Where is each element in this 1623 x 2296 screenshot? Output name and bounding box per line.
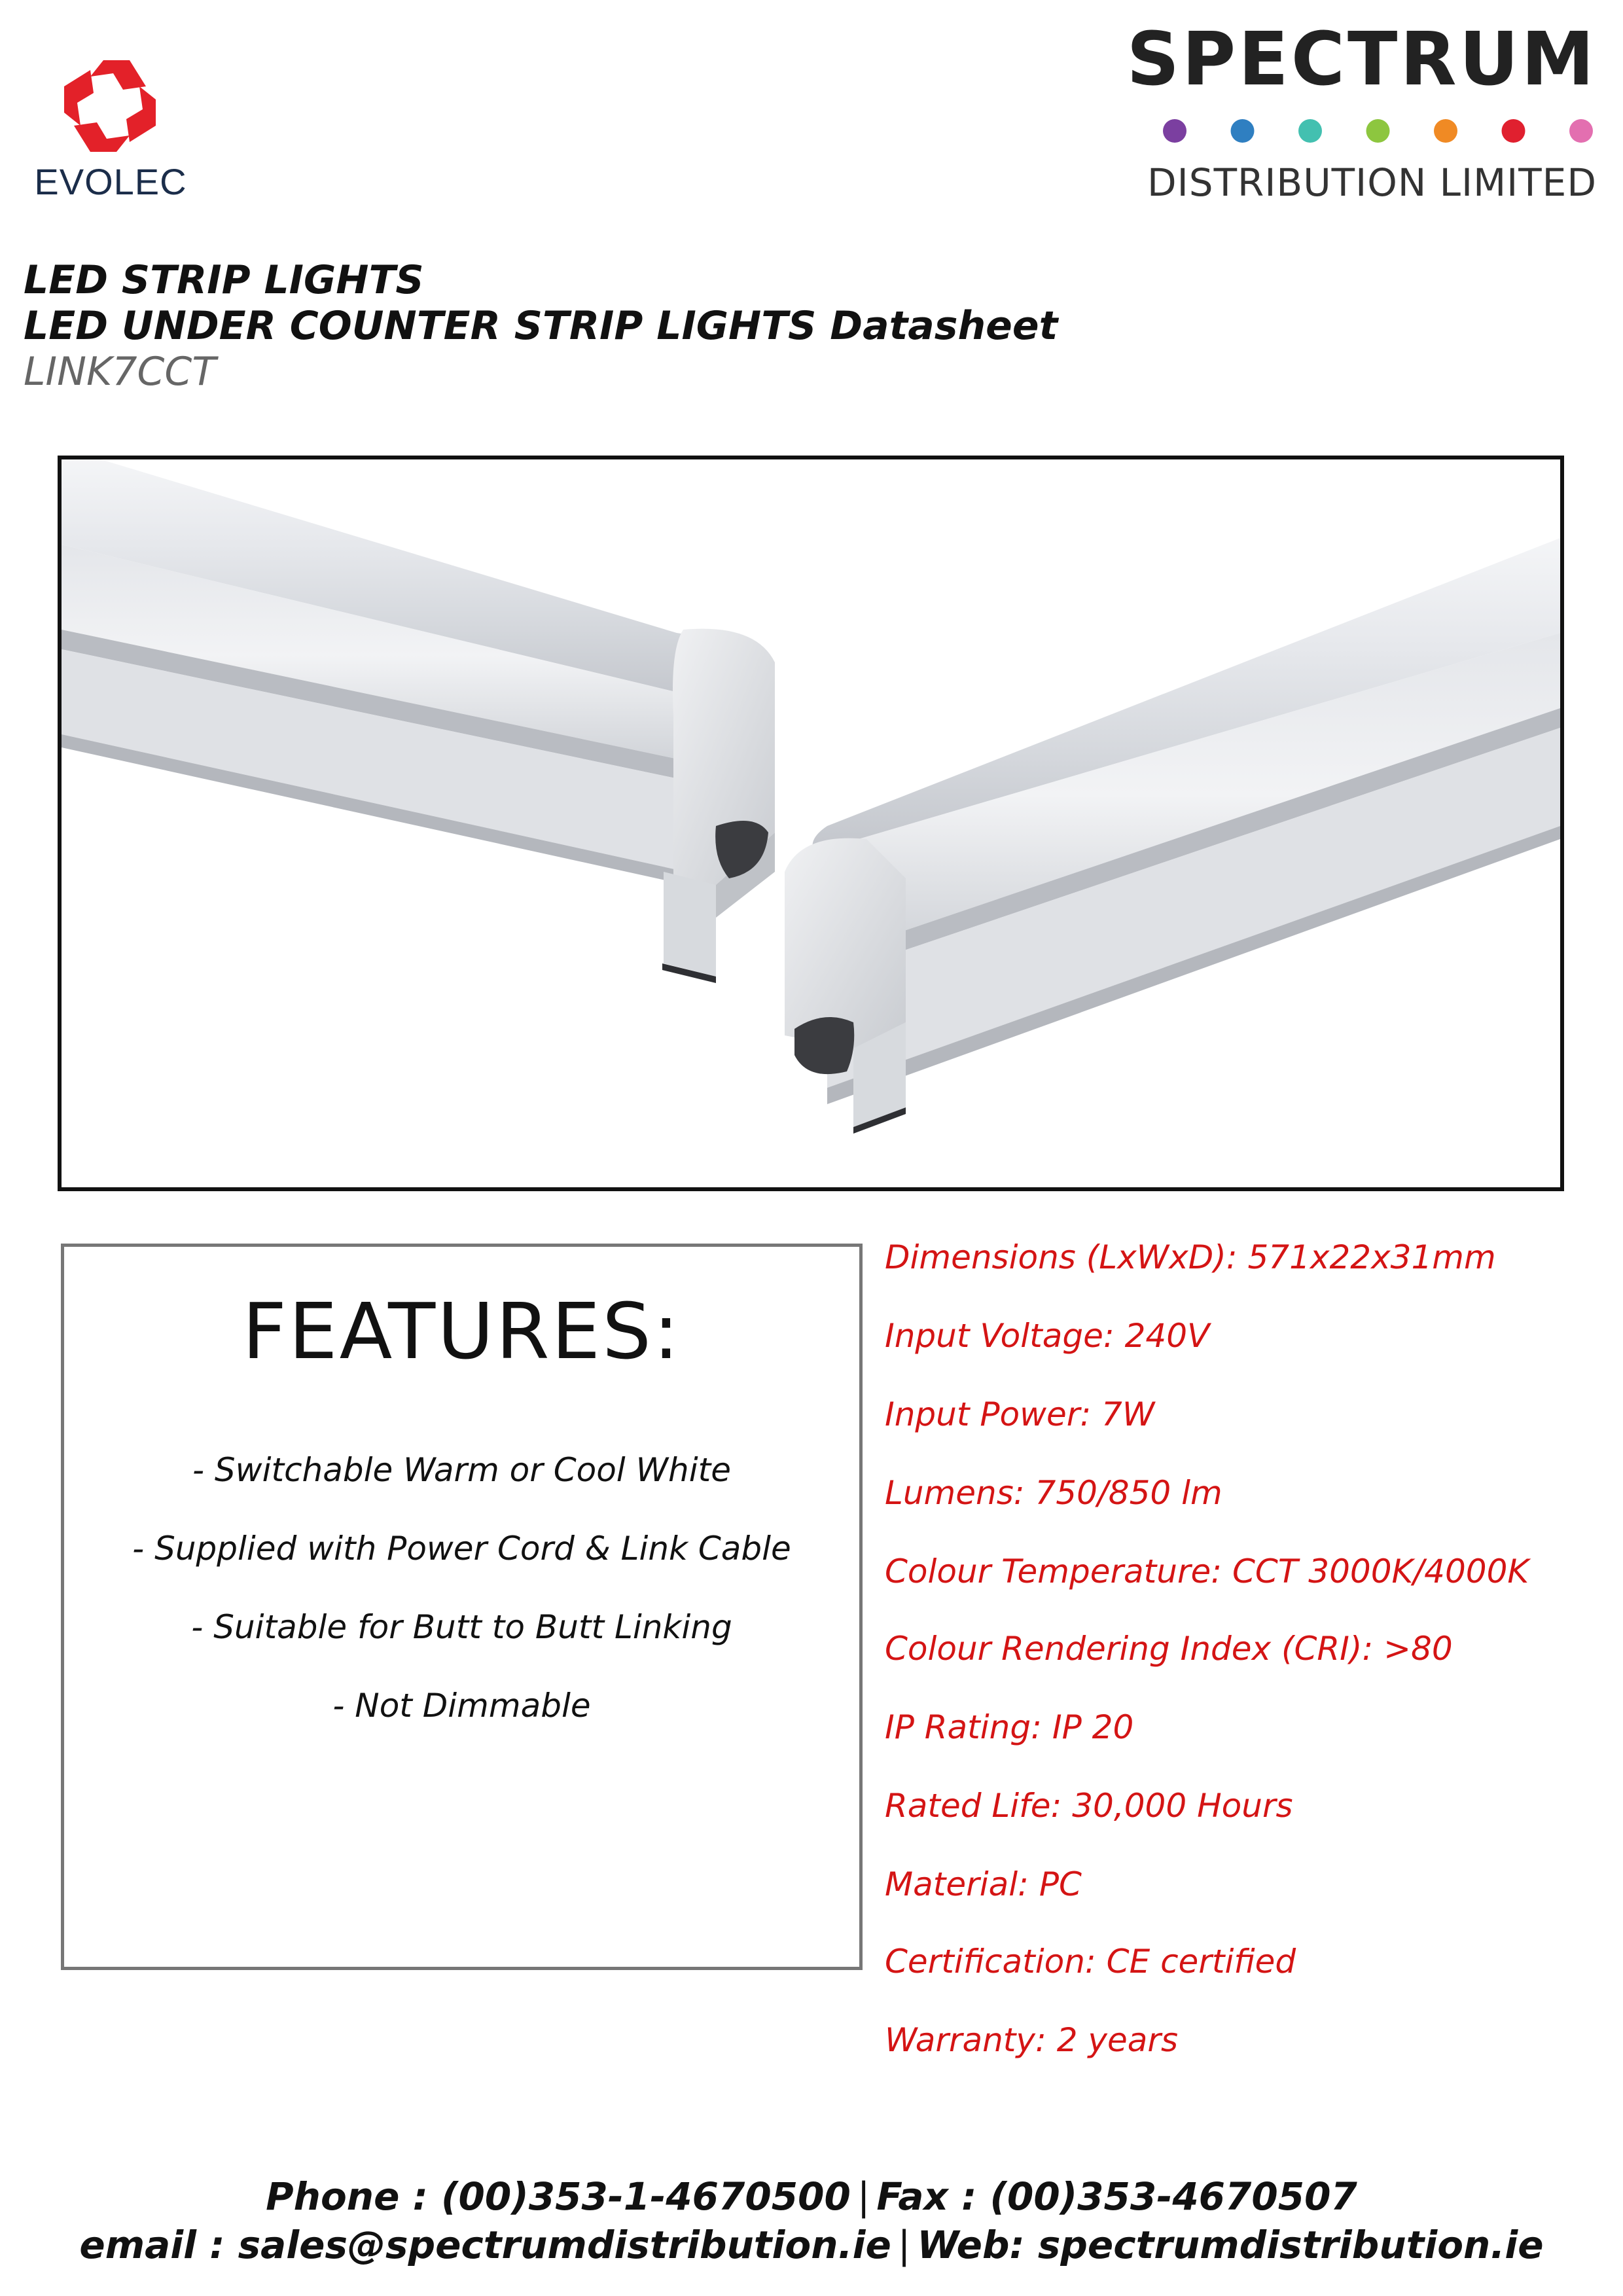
product-code: LINK7CCT — [24, 349, 216, 395]
spectrum-dot — [1231, 119, 1255, 143]
feature-item: - Supplied with Power Cord & Link Cable — [132, 1530, 791, 1568]
feature-item: - Suitable for Butt to Butt Linking — [191, 1608, 732, 1646]
spec-input-power: Input Power: 7W — [885, 1395, 1155, 1433]
spec-material: Material: PC — [885, 1865, 1082, 1903]
footer-email[interactable]: email : sales@spectrumdistribution.ie — [79, 2223, 891, 2267]
spec-ip-rating: IP Rating: IP 20 — [885, 1708, 1134, 1746]
spectrum-dot — [1434, 119, 1457, 143]
spectrum-subtitle: DISTRIBUTION LIMITED — [1147, 160, 1597, 205]
footer-phone: Phone : (00)353-1-4670500 — [266, 2174, 851, 2219]
evolec-wordmark: EVOLEC — [34, 161, 187, 202]
feature-item: - Not Dimmable — [332, 1687, 591, 1725]
features-panel — [61, 1244, 863, 1970]
spec-cri: Colour Rendering Index (CRI): >80 — [885, 1630, 1453, 1668]
led-strip-light-illustration — [62, 459, 1560, 1187]
spectrum-dot — [1163, 119, 1186, 143]
spec-rated-life: Rated Life: 30,000 Hours — [885, 1787, 1293, 1825]
footer-fax: Fax : (00)353-4670507 — [876, 2174, 1357, 2219]
spec-colour-temperature: Colour Temperature: CCT 3000K/4000K — [885, 1552, 1529, 1590]
footer-contact-email-web — [0, 2223, 1623, 2267]
document-title: LED UNDER COUNTER STRIP LIGHTS Datasheet — [24, 303, 1058, 349]
spectrum-dot — [1298, 119, 1322, 143]
spec-input-voltage: Input Voltage: 240V — [885, 1317, 1210, 1355]
spectrum-wordmark: SPECTRUM — [1126, 17, 1597, 102]
spectrum-dot — [1502, 119, 1525, 143]
footer-separator: | — [857, 2174, 870, 2219]
footer-separator: | — [897, 2223, 911, 2267]
footer-contact-phone-fax — [0, 2174, 1623, 2219]
spectrum-dot — [1569, 119, 1593, 143]
spec-lumens: Lumens: 750/850 lm — [885, 1474, 1222, 1512]
feature-item: - Switchable Warm or Cool White — [192, 1451, 731, 1489]
spectrum-dot — [1366, 119, 1390, 143]
spec-warranty: Warranty: 2 years — [885, 2021, 1179, 2059]
product-image — [58, 456, 1564, 1191]
spec-dimensions: Dimensions (LxWxD): 571x22x31mm — [885, 1238, 1496, 1276]
product-category: LED STRIP LIGHTS — [24, 257, 424, 303]
features-heading: FEATURES: — [242, 1286, 681, 1376]
spectrum-color-dots — [1160, 118, 1596, 144]
footer-web[interactable]: Web: spectrumdistribution.ie — [917, 2223, 1544, 2267]
spec-certification: Certification: CE certified — [885, 1943, 1296, 1981]
